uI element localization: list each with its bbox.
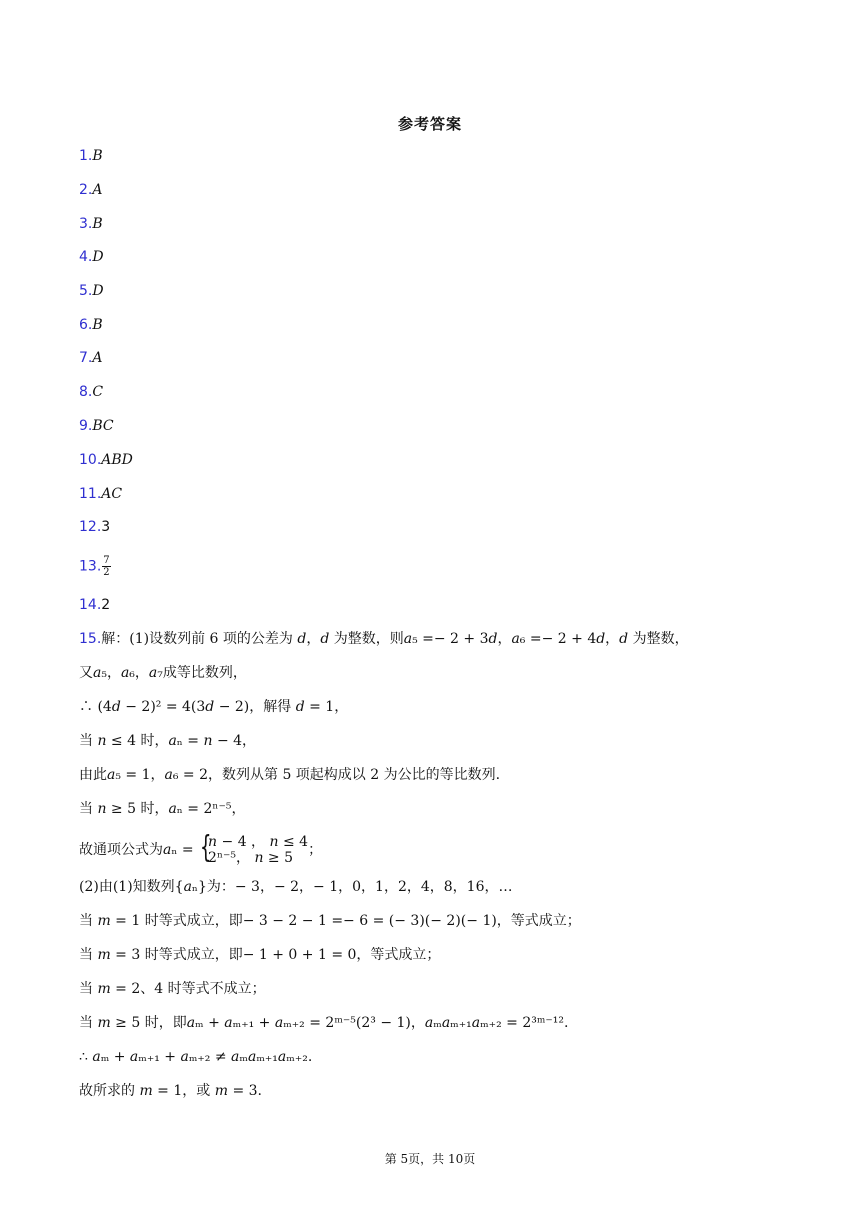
answer-value: B xyxy=(92,148,103,164)
solution-line: 故所求的 𝑚 = 1，或 𝑚 = 3. xyxy=(79,1083,262,1099)
fraction-numerator: 7 xyxy=(103,555,110,566)
answer-item xyxy=(79,146,103,166)
answer-value: A xyxy=(92,182,103,198)
answer-number: 7. xyxy=(79,350,93,366)
answer-number: 2. xyxy=(79,182,93,198)
answer-item xyxy=(79,555,111,578)
answer-number: 3. xyxy=(79,216,93,232)
answer-value: ABD xyxy=(101,452,133,468)
answer-value: BC xyxy=(92,418,114,434)
piecewise-suffix: ； xyxy=(308,842,323,858)
case-row: 𝑛 − 4 ， 𝑛 ≤ 4 xyxy=(208,834,309,850)
answer-number: 5. xyxy=(79,283,93,299)
solution-line: 当 𝑚 = 3 时等式成立，即− 1 + 0 + 1 = 0，等式成立； xyxy=(79,947,441,963)
answer-number: 1. xyxy=(79,148,93,164)
answer-number: 4. xyxy=(79,249,93,265)
answer-value: D xyxy=(92,283,104,299)
answer-item xyxy=(79,214,103,234)
answer-item xyxy=(79,180,102,200)
answer-number: 14. xyxy=(79,597,102,613)
case-row: 2ⁿ⁻⁵， 𝑛 ≥ 5 xyxy=(208,850,294,866)
solution-line: 当 𝑚 ≥ 5 时，即𝑎ₘ + 𝑎ₘ₊₁ + 𝑎ₘ₊₂ = 2ᵐ⁻⁵(2³ − 1)，𝑎ₘ𝑎ₘ₊₁𝑎ₘ₊₂ = 2³ᵐ⁻¹². xyxy=(79,1015,569,1031)
page-title: 参考答案 xyxy=(397,115,462,133)
left-brace: { xyxy=(200,830,212,865)
answer-value: 3 xyxy=(101,519,111,535)
answer-item xyxy=(79,595,110,615)
answer-number: 8. xyxy=(79,384,93,400)
piecewise-prefix: 故通项公式为𝑎ₙ = xyxy=(79,842,199,858)
answer-number: 11. xyxy=(79,486,102,502)
answer-value: A xyxy=(92,350,103,366)
answer-item xyxy=(79,382,103,402)
answer-value: B xyxy=(92,216,103,232)
answer-item xyxy=(79,484,122,504)
piecewise-cases xyxy=(200,830,309,866)
piecewise-formula xyxy=(79,830,323,866)
fraction-denominator: 2 xyxy=(103,567,110,578)
answer-item xyxy=(79,450,133,470)
answer-item xyxy=(79,517,110,537)
answer-number: 12. xyxy=(79,519,102,535)
solution-line: 当 𝑛 ≥ 5 时，𝑎ₙ = 2ⁿ⁻⁵， xyxy=(79,801,246,817)
answer-value: C xyxy=(92,384,104,400)
solution-line: (2)由(1)知数列{𝑎ₙ}为：− 3，− 2，− 1，0，1，2，4，8，16，… xyxy=(79,879,513,895)
answer-value: AC xyxy=(101,486,123,502)
solution-line: 由此𝑎₅ = 1，𝑎₆ = 2，数列从第 5 项起构成以 2 为公比的等比数列. xyxy=(79,767,501,783)
solution-line: 当 𝑛 ≤ 4 时，𝑎ₙ = 𝑛 − 4， xyxy=(79,733,257,749)
answer-number: 6. xyxy=(79,317,93,333)
answer-number: 10. xyxy=(79,452,102,468)
solution-line: 又𝑎₅，𝑎₆，𝑎₇成等比数列， xyxy=(79,665,247,681)
answer-value: 2 xyxy=(101,597,111,613)
answer-item xyxy=(79,348,102,368)
answer-fraction xyxy=(102,555,110,578)
answer-item xyxy=(79,247,104,267)
answer-number: 9. xyxy=(79,418,93,434)
solution-line: ∴ (4𝑑 − 2)² = 4(3𝑑 − 2)，解得 𝑑 = 1， xyxy=(79,699,349,715)
answer-item xyxy=(79,315,103,335)
solution-text: 解：(1)设数列前 6 项的公差为 𝑑，𝑑 为整数，则𝑎₅ =− 2 + 3𝑑，𝑎₆ =− 2 + 4𝑑，𝑑 为整数， xyxy=(101,631,689,647)
solution-line: 当 𝑚 = 2、4 时等式不成立； xyxy=(79,981,266,997)
answer-item xyxy=(79,416,114,436)
solution-line: 当 𝑚 = 1 时等式成立，即− 3 − 2 − 1 =− 6 = (− 3)(− 2)(− 1)，等式成立； xyxy=(79,913,581,929)
answer-number: 15. xyxy=(79,631,102,647)
answer-item xyxy=(79,281,104,301)
answer-value: D xyxy=(92,249,104,265)
answer-number: 13. xyxy=(79,558,102,575)
solution-line xyxy=(79,629,689,649)
solution-line: ∴ 𝑎ₘ + 𝑎ₘ₊₁ + 𝑎ₘ₊₂ ≠ 𝑎ₘ𝑎ₘ₊₁𝑎ₘ₊₂. xyxy=(79,1049,313,1065)
page-footer: 第 5页，共 10页 xyxy=(384,1152,476,1166)
answer-value: B xyxy=(92,317,103,333)
